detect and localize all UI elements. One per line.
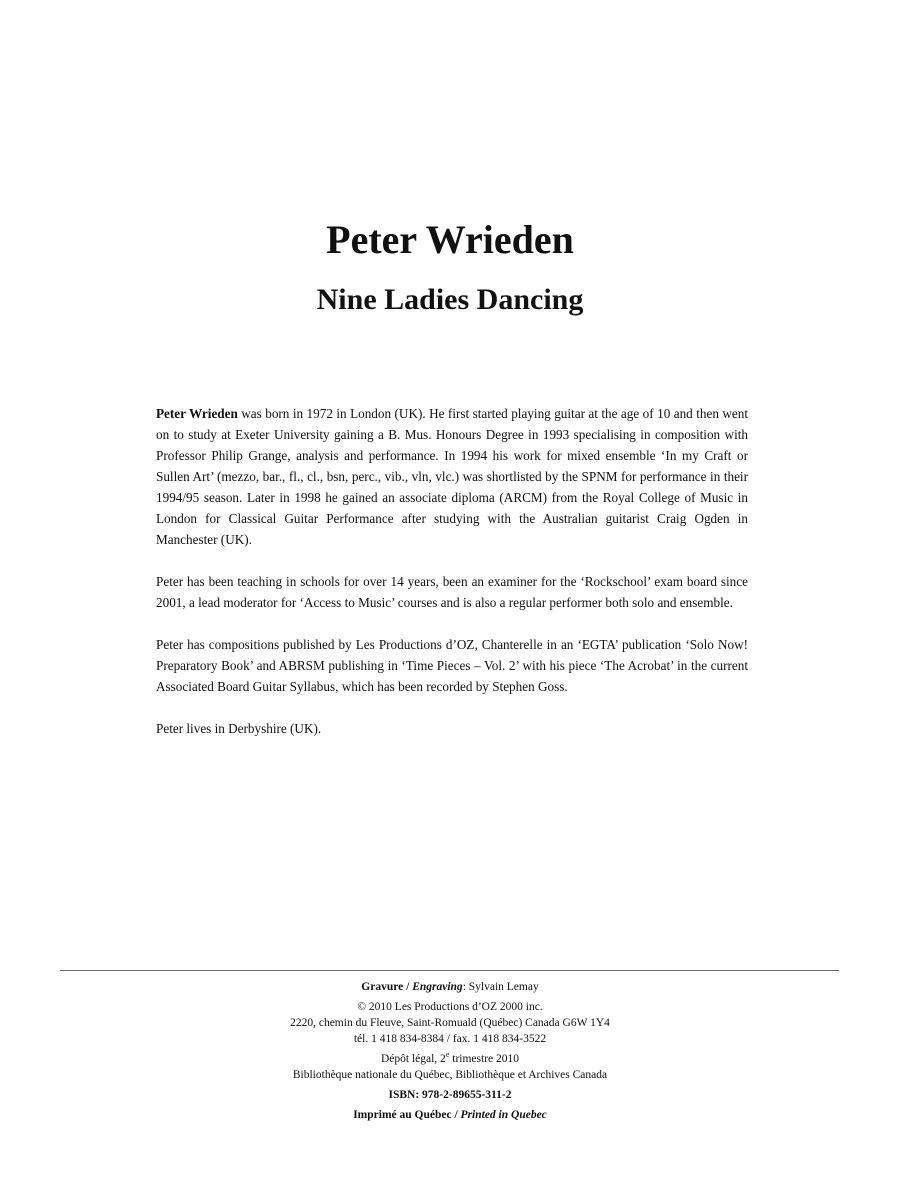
bio-paragraph-3: Peter has compositions published by Les Productions d’OZ, Chanterelle in an ‘EGTA’ publication ‘Solo Now! Preparatory Book’ and ABRSM publishing in ‘Time Pieces – Vol. 2’ with his piece ‘The Acrobat’ in the current Associated Board Guitar Syllabus, which has been recorded by Stephen Goss. [156, 637, 748, 694]
legal-deposit-line: Dépôt légal, 2e trimestre 2010 [380, 1050, 519, 1065]
publication-credits [0, 979, 900, 1127]
engraving-colon: : [462, 981, 469, 993]
publisher-block [0, 999, 900, 1047]
printed-separator: / [451, 1109, 461, 1121]
bio-composer-name: Peter Wrieden [156, 406, 238, 421]
engraving-separator: / [403, 981, 413, 993]
legal-deposit-block [0, 1051, 900, 1083]
composer-name: Peter Wrieden [326, 217, 574, 262]
engraving-label-en: Engraving [412, 981, 463, 993]
engraver-name: Sylvain Lemay [468, 981, 539, 993]
piece-title: Nine Ladies Dancing [316, 283, 584, 316]
printed-in-block [0, 1107, 900, 1123]
bio-paragraph-2: Peter has been teaching in schools for over 14 years, been an examiner for the ‘Rockschool’ exam board since 2001, a lead moderator for ‘Access to Music’ courses and is also a regular performer both solo and ensemble. [156, 574, 748, 610]
engraving-credit [0, 979, 900, 995]
publisher-address: 2220, chemin du Fleuve, Saint-Romuald (Québec) Canada G6W 1Y4 [290, 1017, 610, 1029]
copyright-line: © 2010 Les Productions d’OZ 2000 inc. [357, 1001, 543, 1013]
bio-paragraph-1-text: was born in 1972 in London (UK). He first started playing guitar at the age of 10 and then went on to study at Exeter University gaining a B. Mus. Honours Degree in 1993 specialising in composition with Professor Philip Grange, analysis and performance. In 1994 his work for mixed ensemble ‘In my Craft or Sullen Art’ (mezzo, bar., fl., cl., bsn, perc., vib., vln, vlc.) was shortlisted by the SPNM for performance in their 1994/95 season. Later in 1998 he gained an associate diploma (ARCM) from the Royal College of Music in London for Classical Guitar Performance after studying with the Australian guitarist Craig Ogden in Manchester (UK). [156, 406, 749, 547]
publisher-phone: tél. 1 418 834-8384 / fax. 1 418 834-3522 [353, 1033, 547, 1045]
engraving-label-fr: Gravure [361, 981, 404, 993]
footer-divider [60, 970, 839, 971]
biography [156, 403, 748, 760]
isbn-block [0, 1087, 900, 1103]
isbn: ISBN: 978-2-89655-311-2 [388, 1089, 512, 1101]
bio-paragraph-4: Peter lives in Derbyshire (UK). [156, 721, 322, 736]
bio-paragraph-1 [156, 403, 748, 550]
printed-fr: Imprimé au Québec [353, 1109, 452, 1121]
printed-en: Printed in Quebec [460, 1109, 547, 1121]
library-line: Bibliothèque nationale du Québec, Bibliothèque et Archives Canada [292, 1069, 608, 1081]
